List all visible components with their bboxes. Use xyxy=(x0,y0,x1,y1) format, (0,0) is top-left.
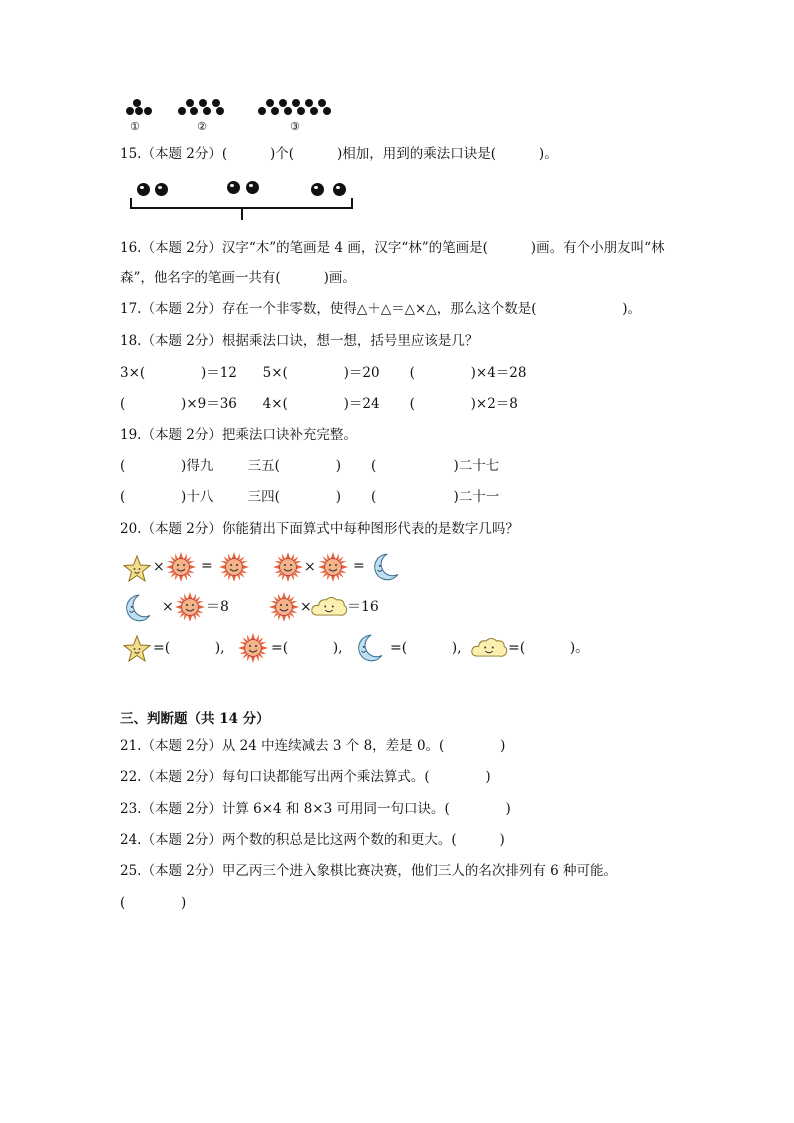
dot xyxy=(227,181,240,194)
answer-sun: =( ), xyxy=(271,640,343,656)
cloud-icon xyxy=(310,594,348,619)
times-sign: × xyxy=(300,599,312,615)
dot xyxy=(178,107,186,115)
dot xyxy=(137,183,150,196)
group-label-1: ① xyxy=(130,120,140,133)
dot xyxy=(155,183,168,196)
dot xyxy=(216,107,224,115)
question-18-title: 18.（本题 2分）根据乘法口诀，想一想，括号里应该是几？ xyxy=(120,333,479,349)
sun-icon xyxy=(318,552,348,582)
dot xyxy=(133,99,141,107)
question-24: 24.（本题 2分）两个数的积总是比这两个数的和更大。( ) xyxy=(120,832,505,848)
sun-icon xyxy=(175,592,205,622)
question-20-title: 20.（本题 2分）你能猜出下面算式中每种图形代表的是数字几吗？ xyxy=(120,521,519,537)
question-16-line2: 森”，他名字的笔画一共有( )画。 xyxy=(120,270,356,286)
dot xyxy=(266,99,274,107)
dot xyxy=(190,107,198,115)
question-18-row2: ( )×9＝36 4×( )＝24 ( )×2＝8 xyxy=(120,396,518,412)
moon-icon xyxy=(368,551,400,583)
equals-sign: = xyxy=(201,558,213,574)
star-icon xyxy=(122,554,152,584)
sun-icon xyxy=(166,552,196,582)
star-icon xyxy=(122,634,152,664)
question-21: 21.（本题 2分）从 24 中连续减去 3 个 8，差是 0。( ) xyxy=(120,738,506,754)
times-sign: × xyxy=(304,559,316,575)
equals-eight: ＝8 xyxy=(206,599,229,615)
dot xyxy=(318,99,326,107)
group-label-2: ② xyxy=(197,120,207,133)
answer-moon: =( ), xyxy=(390,640,462,656)
dot xyxy=(246,181,259,194)
question-15: 15.（本题 2分）( )个( )相加，用到的乘法口诀是( )。 xyxy=(120,146,558,162)
question-17: 17.（本题 2分）存在一个非零数，使得△＋△＝△×△，那么这个数是( )。 xyxy=(120,301,642,317)
dot xyxy=(310,107,318,115)
dot xyxy=(126,107,134,115)
question-19-row1: ( )得九 三五( ) ( )二十七 xyxy=(120,458,500,474)
question-25-line2: ( ) xyxy=(120,895,187,911)
cloud-icon xyxy=(470,635,508,660)
times-sign: × xyxy=(162,599,174,615)
answer-star: =( ), xyxy=(153,640,225,656)
equals-sign: = xyxy=(353,558,365,574)
moon-icon xyxy=(352,632,384,664)
question-25-line1: 25.（本题 2分）甲乙丙三个进入象棋比赛决赛，他们三人的名次排列有 6 种可能。 xyxy=(120,863,618,879)
dot xyxy=(135,107,143,115)
dot xyxy=(271,107,279,115)
dot xyxy=(297,107,305,115)
dot xyxy=(186,99,194,107)
dot xyxy=(258,107,266,115)
dot xyxy=(305,99,313,107)
sun-icon xyxy=(238,633,268,663)
brace xyxy=(128,196,356,222)
answer-cloud: =( )。 xyxy=(508,640,590,656)
dot xyxy=(203,107,211,115)
times-sign: × xyxy=(153,559,165,575)
question-19-row2: ( )十八 三四( ) ( )二十一 xyxy=(120,489,500,505)
question-22: 22.（本题 2分）每句口诀都能写出两个乘法算式。( ) xyxy=(120,769,491,785)
dot xyxy=(333,183,346,196)
dot xyxy=(279,99,287,107)
question-16-line1: 16.（本题 2分）汉字“木”的笔画是 4 画，汉字“林”的笔画是( )画。有个小朋友叫“林 xyxy=(120,240,665,256)
moon-icon xyxy=(120,592,152,624)
equals-sixteen: ＝16 xyxy=(347,599,379,615)
dot xyxy=(199,99,207,107)
sun-icon xyxy=(273,552,303,582)
group-label-3: ③ xyxy=(290,120,300,133)
dot xyxy=(212,99,220,107)
sun-icon xyxy=(269,592,299,622)
dot xyxy=(323,107,331,115)
question-18-row1: 3×( )＝12 5×( )＝20 ( )×4＝28 xyxy=(120,365,527,381)
dot xyxy=(284,107,292,115)
dot xyxy=(292,99,300,107)
dot xyxy=(311,183,324,196)
question-19-title: 19.（本题 2分）把乘法口诀补充完整。 xyxy=(120,427,357,443)
question-23: 23.（本题 2分）计算 6×4 和 8×3 可用同一句口诀。( ) xyxy=(120,801,511,817)
section-3-title: 三、判断题（共 14 分） xyxy=(120,711,270,727)
dot xyxy=(144,107,152,115)
sun-icon xyxy=(219,552,249,582)
